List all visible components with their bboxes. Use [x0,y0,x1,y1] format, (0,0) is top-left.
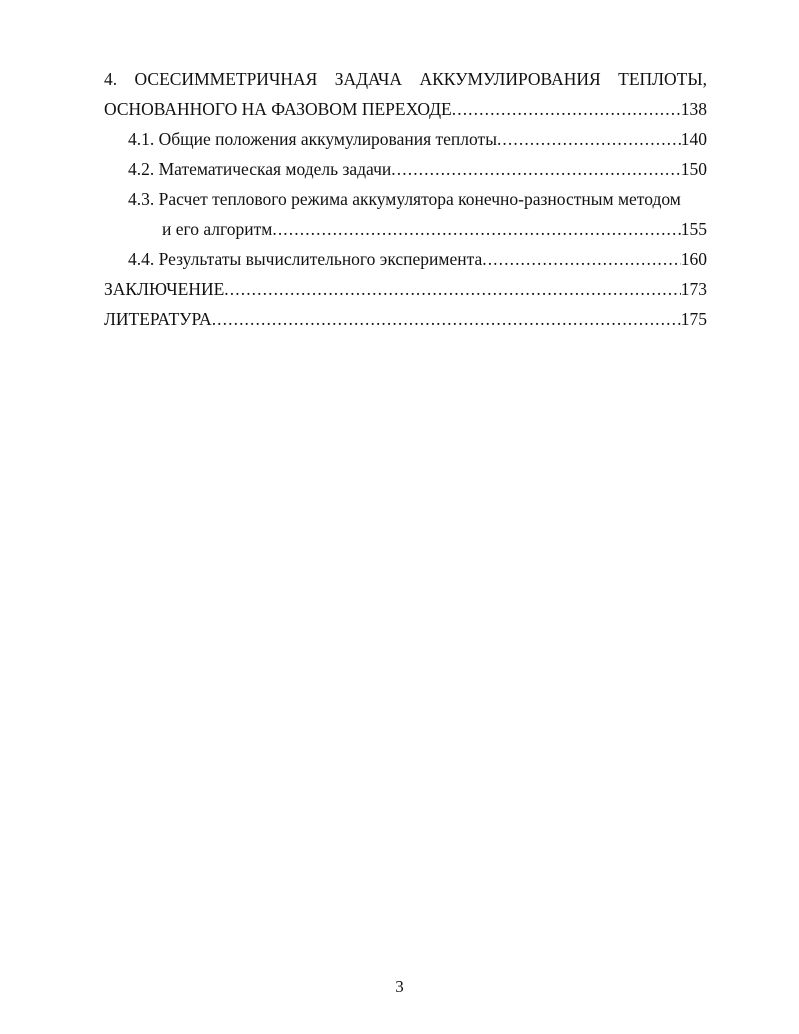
toc-page-number: 175 [680,309,707,329]
dot-leader [272,214,680,244]
toc-word: ОСЕСИММЕТРИЧНАЯ [134,69,318,89]
toc-word: ЗАДАЧА [334,69,403,89]
toc-page-number: 173 [680,279,707,299]
toc-chapter-4-line1 [104,64,707,94]
toc-entry-title: 4.4. Результаты вычислительного эксперимента [128,249,483,269]
toc-page-number: 140 [680,129,707,149]
dot-leader [224,274,680,304]
toc-literature [104,304,707,334]
toc-entry-title: 4.2. Математическая модель задачи [128,159,392,179]
toc-entry-title: ЗАКЛЮЧЕНИЕ [104,279,225,299]
dot-leader [482,244,681,274]
table-of-contents [104,64,707,334]
dot-leader [212,304,681,334]
toc-item-4-4 [104,244,707,274]
toc-entry-title-continued: и его алгоритм [162,219,273,239]
toc-item-4-2 [104,154,707,184]
toc-page-number: 155 [680,219,707,239]
toc-entry-title: 4.1. Общие положения аккумулирования теплоты [128,129,497,149]
dot-leader [391,154,680,184]
toc-page-number: 150 [680,159,707,179]
toc-word: 4. [104,69,118,89]
toc-chapter-4-line2 [104,94,707,124]
toc-entry-title: ОСНОВАННОГО НА ФАЗОВОМ ПЕРЕХОДЕ [104,99,452,119]
toc-item-4-3-line1 [104,184,707,214]
toc-item-4-3-line2 [104,214,707,244]
toc-item-4-1 [104,124,707,154]
toc-page-number: 160 [680,249,707,269]
dot-leader [497,124,681,154]
toc-conclusion [104,274,707,304]
toc-entry-title: 4.3. Расчет теплового режима аккумулятора конечно-разностным методом [128,189,681,209]
dot-leader [452,94,681,124]
toc-entry-title: ЛИТЕРАТУРА [104,309,212,329]
toc-page-number: 138 [680,99,707,119]
toc-word: АККУМУЛИРОВАНИЯ [419,69,601,89]
page-number: 3 [395,977,404,996]
toc-word: ТЕПЛОТЫ, [618,69,707,89]
